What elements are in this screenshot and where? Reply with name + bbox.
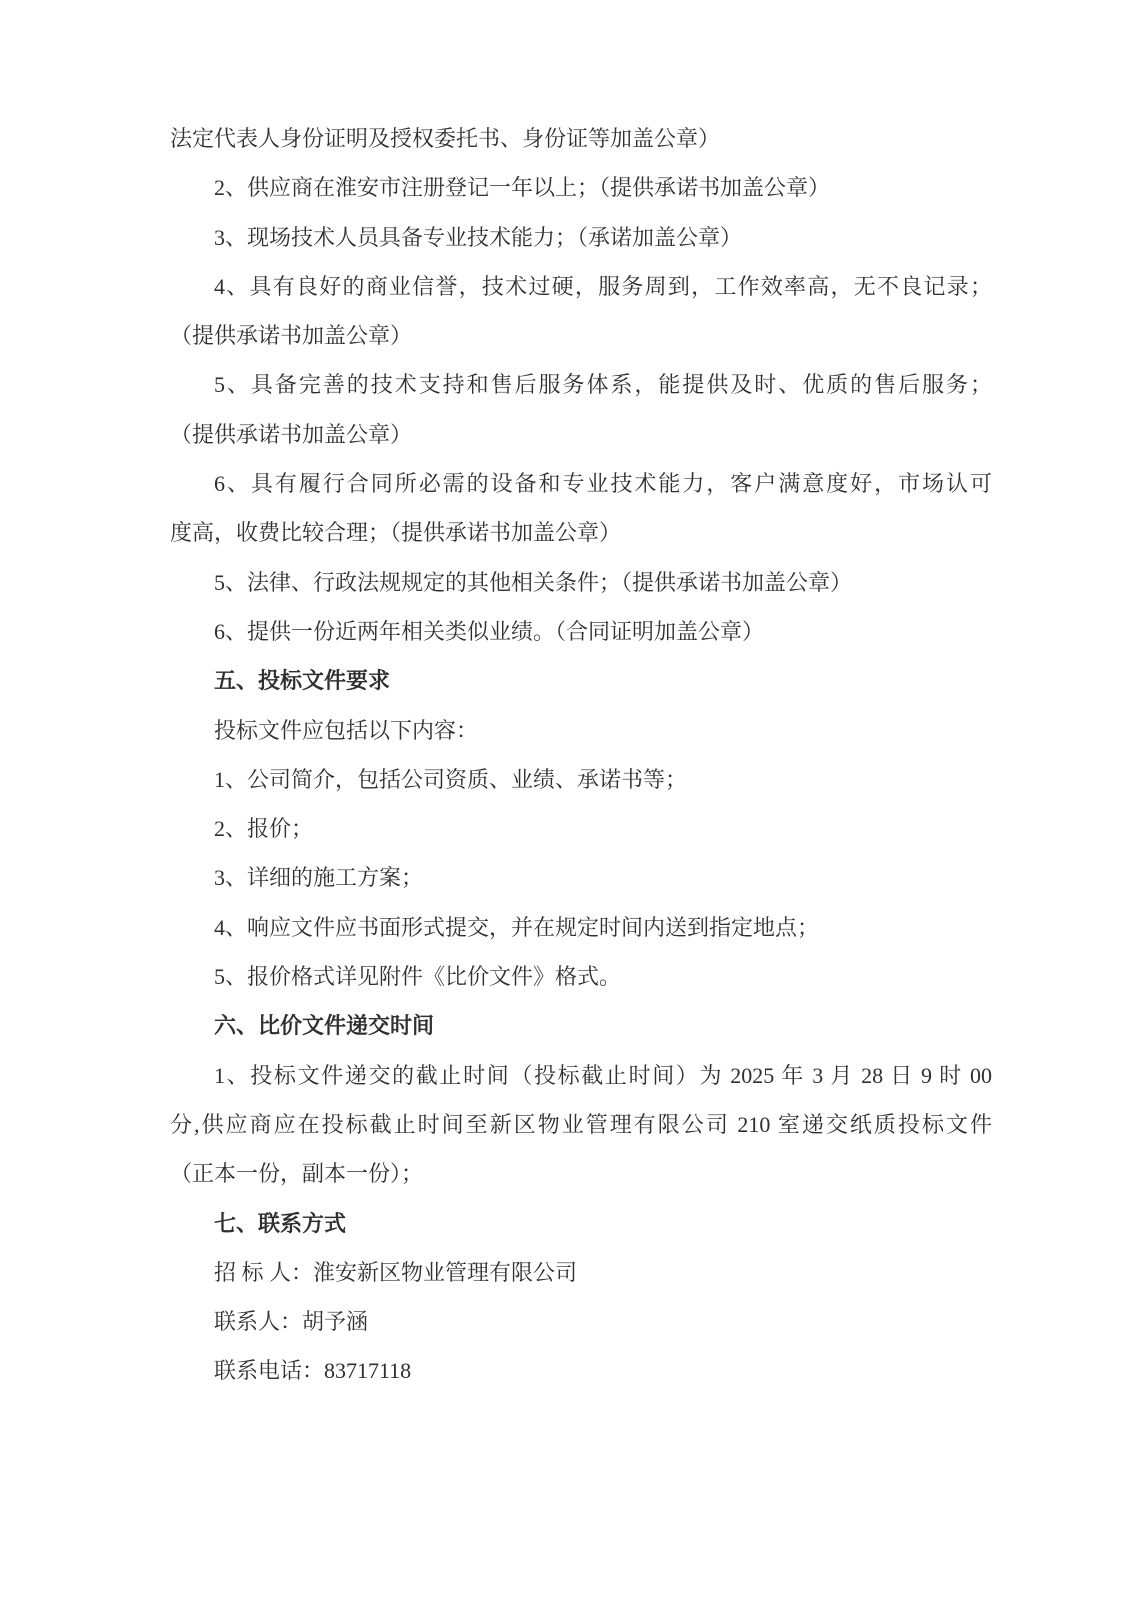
bid-document-item-2: 2、报价； bbox=[214, 816, 314, 842]
qualification-item-6: 6、具有履行合同所必需的设备和专业技术能力，客户满意度好，市场认可 bbox=[214, 471, 992, 497]
deadline-paragraph-line-1: 1、投标文件递交的截止时间（投标截止时间）为 2025 年 3 月 28 日 9 时 00 bbox=[214, 1062, 992, 1088]
qualification-item-3: 3、现场技术人员具备专业技术能力；（承诺加盖公章） bbox=[214, 224, 743, 250]
qualification-item-performance-record: 6、提供一份近两年相关类似业绩。（合同证明加盖公章） bbox=[214, 618, 765, 644]
bid-document-item-3: 3、详细的施工方案； bbox=[214, 865, 424, 891]
qualification-item-6-continuation: 度高，收费比较合理；（提供承诺书加盖公章） bbox=[170, 520, 622, 546]
qualification-item-4: 4、具有良好的商业信誉，技术过硬，服务周到，工作效率高，无不良记录； bbox=[214, 273, 992, 299]
qualification-item-5: 5、具备完善的技术支持和售后服务体系，能提供及时、优质的售后服务； bbox=[214, 372, 992, 398]
deadline-paragraph-line-2: 分,供应商应在投标截止时间至新区物业管理有限公司 210 室递交纸质投标文件 bbox=[170, 1111, 992, 1137]
bid-document-item-4: 4、响应文件应书面形式提交，并在规定时间内送到指定地点； bbox=[214, 914, 820, 940]
contact-person-line: 联系人：胡予涵 bbox=[214, 1309, 369, 1335]
bid-document-item-5: 5、报价格式详见附件《比价文件》格式。 bbox=[214, 964, 622, 990]
section-heading-bid-document-requirements: 五、投标文件要求 bbox=[214, 668, 391, 694]
deadline-paragraph-line-3: （正本一份，副本一份）； bbox=[170, 1161, 424, 1187]
bid-document-item-1: 1、公司简介，包括公司资质、业绩、承诺书等； bbox=[214, 766, 688, 792]
tenderer-line: 招 标 人：淮安新区物业管理有限公司 bbox=[214, 1259, 578, 1285]
paragraph-continuation-line: 法定代表人身份证明及授权委托书、身份证等加盖公章） bbox=[170, 126, 721, 151]
qualification-item-2: 2、供应商在淮安市注册登记一年以上；（提供承诺书加盖公章） bbox=[214, 175, 831, 201]
qualification-item-4-continuation: （提供承诺书加盖公章） bbox=[170, 323, 413, 349]
bid-document-intro-line: 投标文件应包括以下内容： bbox=[214, 717, 479, 743]
section-heading-contact-info: 七、联系方式 bbox=[214, 1210, 347, 1236]
qualification-item-other-conditions: 5、法律、行政法规规定的其他相关条件；（提供承诺书加盖公章） bbox=[214, 569, 853, 595]
section-heading-submission-deadline: 六、比价文件递交时间 bbox=[214, 1013, 435, 1039]
qualification-item-5-continuation: （提供承诺书加盖公章） bbox=[170, 421, 413, 447]
contact-phone-line: 联系电话：83717118 bbox=[214, 1358, 412, 1384]
